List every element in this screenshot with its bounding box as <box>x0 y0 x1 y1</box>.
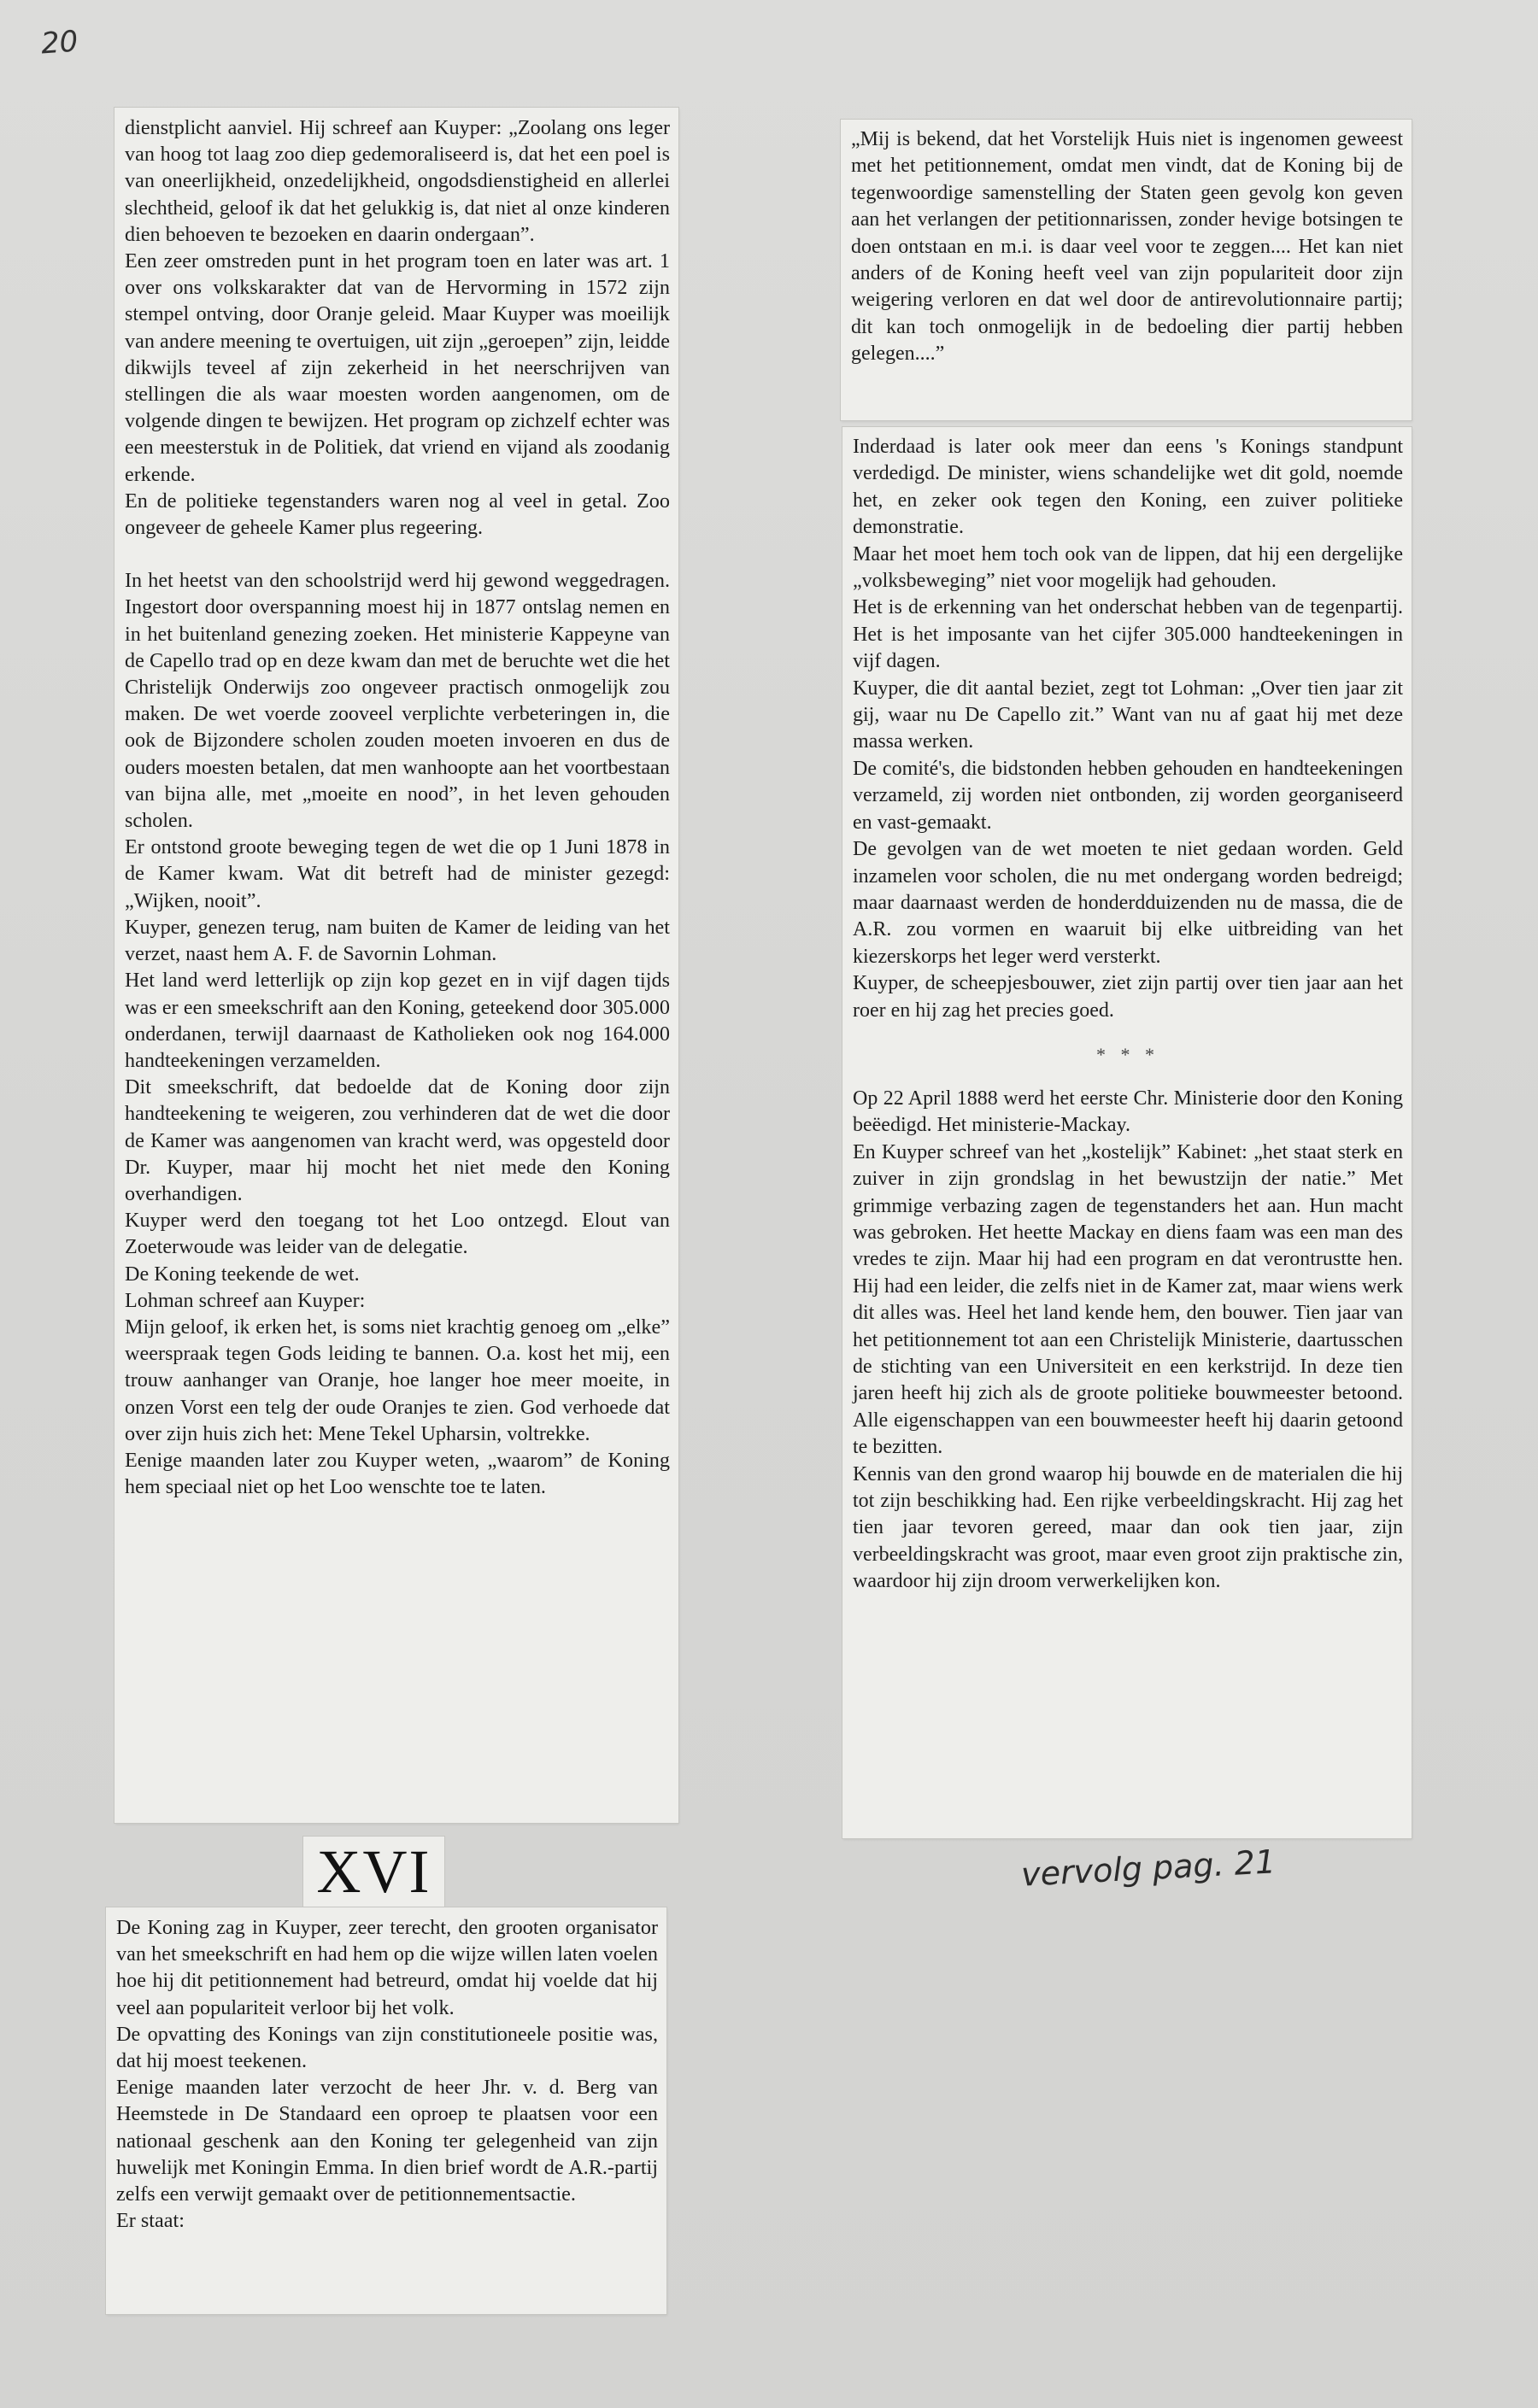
section-separator-stars: * * * <box>1096 1043 1159 1065</box>
paragraph: De opvatting des Konings van zijn constitutioneele positie was, dat hij moest teekenen. <box>116 2022 658 2073</box>
paragraph: Er staat: <box>116 2209 185 2233</box>
paragraph: Mijn geloof, ik erken het, is soms niet krachtig genoeg om „elke” weerspraak tegen Gods leiding te bannen. O.a. kost het mij, een trouw aanhanger van Oranje, hoe langer hoe meer moeite, in onzen Vorst een telg der oude Oranjes te zien. God verhoede dat over zijn huis zich het: Mene Tekel Upharsin, voltrekke. <box>125 1315 670 1445</box>
paragraph: De gevolgen van de wet moeten te niet gedaan worden. Geld inzamelen voor scholen, die nu met ondergang worden bedreigd; maar daarnaast werden de honderdduizenden nu de massa, die de A.R. zou vormen en waaruit bij elke uitbreiding van het kiezerskorps het leger werd versterkt. <box>853 838 1403 968</box>
chapter-heading: XVI <box>303 1837 444 1907</box>
paragraph: dienstplicht aanviel. Hij schreef aan Kuyper: „Zoolang ons leger van hoog tot laag zoo diep gedemoraliseerd is, dat het een poel is van oneerlijkheid, onzedelijkheid, ongodsdienstigheid en allerlei slechtheid, geloof ik dat het gelukkig is, dat niet al onze kinderen dien behoeven te bezoeken en daarin ondergaan”. <box>125 116 670 246</box>
paragraph: Kennis van den grond waarop hij bouwde en de materialen die hij tot zijn beschikking had. Een rijke verbeeldingskracht. Hij zag het tien jaar tevoren gereed, maar dan ook tien jaar, zijn verbeeldingskracht was groot, maar even groot zijn praktische zin, waardoor hij zijn droom verwerkelijken kon. <box>853 1462 1403 1593</box>
paragraph: Het is de erkenning van het onderschat hebben van de tegenpartij. Het is het imposante van het cijfer 305.000 handteekeningen in vijf dagen. <box>853 596 1403 673</box>
paragraph: Kuyper, genezen terug, nam buiten de Kamer de leiding van het verzet, naast hem A. F. de Savornin Lohman. <box>125 915 670 966</box>
paragraph: Kuyper, die dit aantal beziet, zegt tot Lohman: „Over tien jaar zit gij, waar nu De Capello zit.” Want van nu af gaat hij met deze massa werken. <box>853 677 1403 753</box>
paragraph: Inderdaad is later ook meer dan eens 's Konings standpunt verdedigd. De minister, wiens schandelijke wet dit gold, noemde het, en zeker ook tegen den Koning, een zuiver politieke demonstratie. <box>853 436 1403 539</box>
paragraph: De Koning zag in Kuyper, zeer terecht, den grooten organisator van het smeekschrift en had hem op die wijze willen laten voelen hoe hij dit petitionnement had betreurd, omdat hij voelde dat hij veel aan populariteit verloor bij het volk. <box>116 1916 658 2019</box>
paragraph: In het heetst van den schoolstrijd werd hij gewond weggedragen. Ingestort door overspanning moest hij in 1877 ontslag nemen en in het buitenland genezing zoeken. Het ministerie Kappeyne van de Capello trad op en deze kwam dan met de beruchte wet die het Christelijk Onderwijs zoo ongeveer practisch onmogelijk zou maken. De wet voerde zooveel verplichte verbeteringen in, die ook de Bijzondere scholen zouden moeten invoeren en dus de ouders moesten betalen, dat men wanhoopte aan het voortbestaan van bijna alle, met „moeite en nood”, in het leven gehouden scholen. <box>125 569 670 833</box>
bottom-left-clipping <box>106 1907 666 2314</box>
paragraph: Een zeer omstreden punt in het program toen en later was art. 1 over ons volkskarakter dat van de Hervorming in 1572 zijn stempel ontving, door Oranje geleid. Maar Kuyper was moeilijk van andere meening te overtuigen, uit zijn „geroepen” zijn, leidde dikwijls teveel af zijn zekerheid in het neerschrijven van stellingen die als waar moesten worden aangenomen, om de volgende dingen te bewijzen. Het program op zichzelf echter was een meesterstuk in de Politiek, dat vriend en vijand als zoodanig erkende. <box>125 249 670 486</box>
paragraph: Er ontstond groote beweging tegen de wet die op 1 Juni 1878 in de Kamer kwam. Wat dit betreft had de minister gezegd: „Wijken, nooit”. <box>125 835 670 912</box>
paragraph: De Koning teekende de wet. <box>125 1262 360 1286</box>
paragraph: Dit smeekschrift, dat bedoelde dat de Koning door zijn handteekening te weigeren, zou verhinderen dat de wet die door de Kamer was aangenomen van kracht werd, was opgesteld door Dr. Kuyper, maar hij mocht het niet mede den Koning overhandigen. <box>125 1075 670 1205</box>
paragraph: Kuyper, de scheepjesbouwer, ziet zijn partij over tien jaar aan het roer en hij zag het precies goed. <box>853 972 1403 1022</box>
paragraph: Het land werd letterlijk op zijn kop gezet en in vijf dagen tijds was er een smeekschrift aan den Koning, geteekend door 305.000 onderdanen, terwijl daarnaast de Katholieken ook nog 164.000 handteekeningen verzamelden. <box>125 969 670 1072</box>
paragraph: De comité's, die bidstonden hebben gehouden en handteekeningen verzameld, zij worden niet ontbonden, zij worden georganiseerd en vast-gemaakt. <box>853 757 1403 834</box>
handwritten-continuation-note: vervolg pag. 21 <box>1020 1843 1277 1894</box>
left-column-clipping <box>114 108 678 1823</box>
right-middle-clipping <box>842 427 1412 1838</box>
paragraph: Lohman schreef aan Kuyper: <box>125 1288 366 1312</box>
paragraph: En de politieke tegenstanders waren nog al veel in getal. Zoo ongeveer de geheele Kamer plus regeering. <box>125 489 670 540</box>
right-top-clipping <box>841 120 1412 420</box>
paragraph: Op 22 April 1888 werd het eerste Chr. Ministerie door den Koning beëedigd. Het ministerie-Mackay. <box>853 1087 1403 1137</box>
quote-paragraph: „Mij is bekend, dat het Vorstelijk Huis niet is ingenomen geweest met het petitionnement, omdat men vindt, dat de Koning bij de tegenwoordige samenstelling der Staten geen gevolg kon geven aan het verlangen der petitionnarissen, zonder hevige botsingen te doen ontstaan en m.i. is daar veel voor te zeggen.... Het kan niet anders of de Koning heeft veel van zijn populariteit door zijn weigering verloren en dat wel door de antirevolutionnaire partij; dit kan toch onmogelijk in de bedoeling dier partij hebben gelegen....” <box>851 128 1403 366</box>
paragraph: En Kuyper schreef van het „kostelijk” Kabinet: „het staat sterk en zuiver in zijn grondslag in het bewustzijn der natie.” Met grimmige verbazing zagen de tegenstanders het aan. Hun macht was gebroken. Het heette Mackay en diens faam was een man des vredes te zijn. Maar hij had een program en dat verontrustte hen. Hij had een leider, die zelfs niet in de Kamer zat, maar wiens werk dit alles was. Heel het land kende hem, den bouwer. Tien jaar van het petitionnement tot aan een Christelijk Ministerie, daartusschen de stichting van een Universiteit en een kerkstrijd. In deze tien jaren heeft hij zich als de groote politieke bouwmeester betoond. Alle eigenschappen van een bouwmeester heeft hij daarin getoond te bezitten. <box>853 1140 1403 1459</box>
page-number-handwritten: 20 <box>39 24 79 62</box>
paragraph: Maar het moet hem toch ook van de lippen, dat hij een dergelijke „volksbeweging” niet voor mogelijk had gehouden. <box>853 542 1403 593</box>
paragraph: Eenige maanden later verzocht de heer Jhr. v. d. Berg van Heemstede in De Standaard een oproep te plaatsen voor een nationaal geschenk aan den Koning ter gelegenheid van zijn huwelijk met Koningin Emma. In dien brief wordt de A.R.-partij zelfs een verwijt gemaakt over de petitionnementsactie. <box>116 2076 658 2206</box>
paragraph: Eenige maanden later zou Kuyper weten, „waarom” de Koning hem speciaal niet op het Loo wenschte toe te laten. <box>125 1448 670 1499</box>
paragraph: Kuyper werd den toegang tot het Loo ontzegd. Elout van Zoeterwoude was leider van de delegatie. <box>125 1209 670 1259</box>
